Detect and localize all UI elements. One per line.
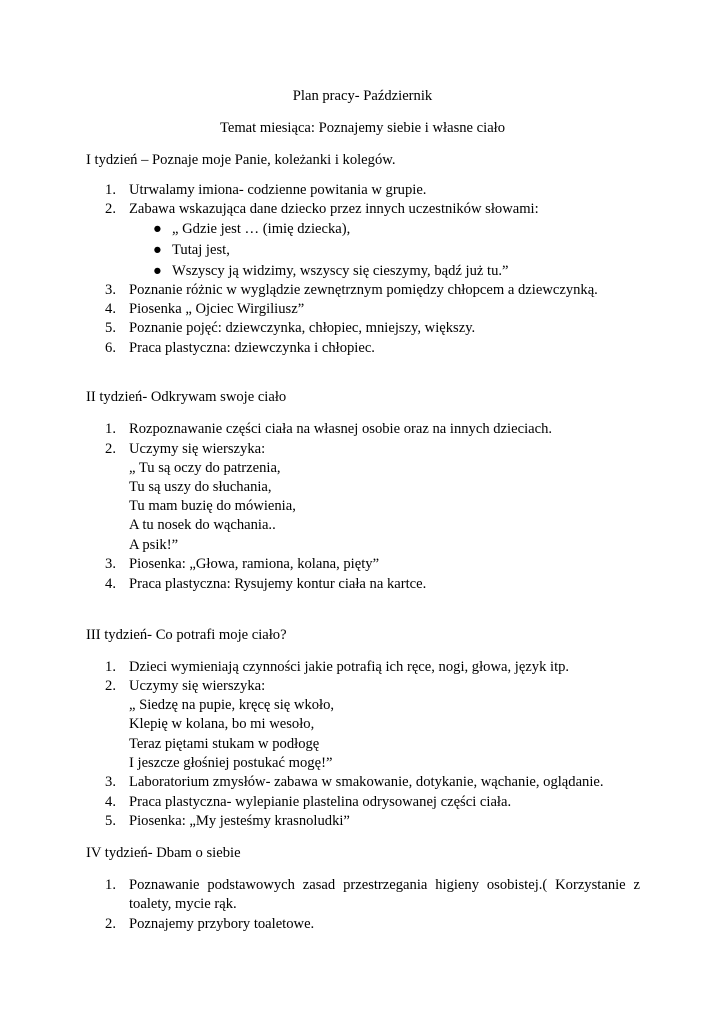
poem-line: A psik!”	[129, 537, 179, 553]
month-theme: Temat miesiąca: Poznajemy siebie i własne ciało	[219, 120, 506, 136]
bullet-icon: ●	[153, 221, 162, 237]
poem-line: Tu mam buzię do mówienia,	[129, 498, 296, 514]
list-item: Poznawanie podstawowych zasad przestrzegania higieny osobistej.( Korzystanie z	[129, 877, 640, 893]
list-item: Zabawa wskazująca dane dziecko przez innych uczestników słowami:	[129, 201, 539, 217]
poem-line: Klepię w kolana, bo mi wesoło,	[129, 716, 315, 732]
list-item: Praca plastyczna: Rysujemy kontur ciała na kartce.	[129, 576, 427, 592]
week-1-heading: I tydzień – Poznaje moje Panie, koleżanki i kolegów.	[86, 152, 396, 168]
list-item: Uczymy się wierszyka:	[129, 678, 266, 694]
list-item: Piosenka: „My jesteśmy krasnoludki”	[129, 813, 350, 829]
bullet-item: Tutaj jest,	[172, 242, 230, 258]
list-item: Uczymy się wierszyka:	[129, 441, 266, 457]
list-number: 4.	[105, 794, 116, 810]
list-item: Dzieci wymieniają czynności jakie potrafią ich ręce, nogi, głowa, język itp.	[129, 659, 570, 675]
list-number: 5.	[105, 320, 116, 336]
bullet-item: Wszyscy ją widzimy, wszyscy się cieszymy, bądź już tu.”	[172, 263, 509, 279]
list-item: Laboratorium zmysłów- zabawa w smakowanie, dotykanie, wąchanie, oglądanie.	[129, 774, 604, 790]
bullet-item: „ Gdzie jest … (imię dziecka),	[172, 221, 351, 237]
list-item: Poznanie różnic w wyglądzie zewnętrznym pomiędzy chłopcem a dziewczynką.	[129, 282, 598, 298]
list-number: 3.	[105, 556, 116, 572]
poem-line: Teraz piętami stukam w podłogę	[129, 736, 320, 752]
list-number: 2.	[105, 916, 116, 932]
poem-line: „ Tu są oczy do patrzenia,	[129, 460, 281, 476]
bullet-icon: ●	[153, 242, 162, 258]
list-item: Poznanie pojęć: dziewczynka, chłopiec, mniejszy, większy.	[129, 320, 476, 336]
list-number: 4.	[105, 576, 116, 592]
bullet-icon: ●	[153, 263, 162, 279]
page-title: Plan pracy- Październik	[292, 88, 433, 104]
week-4-heading: IV tydzień- Dbam o siebie	[86, 845, 241, 861]
list-number: 1.	[105, 659, 116, 675]
list-number: 2.	[105, 201, 116, 217]
poem-line: „ Siedzę na pupie, kręcę się wkoło,	[129, 697, 335, 713]
poem-line: I jeszcze głośniej postukać mogę!”	[129, 755, 333, 771]
list-number: 1.	[105, 877, 116, 893]
list-number: 3.	[105, 774, 116, 790]
list-item: Praca plastyczna- wylepianie plastelina odrysowanej części ciała.	[129, 794, 512, 810]
list-item: Piosenka: „Głowa, ramiona, kolana, pięty”	[129, 556, 380, 572]
poem-line: Tu są uszy do słuchania,	[129, 479, 272, 495]
list-number: 6.	[105, 340, 116, 356]
list-number: 1.	[105, 421, 116, 437]
list-item: Utrwalamy imiona- codzienne powitania w grupie.	[129, 182, 427, 198]
list-item: Praca plastyczna: dziewczynka i chłopiec.	[129, 340, 375, 356]
list-number: 3.	[105, 282, 116, 298]
week-3-heading: III tydzień- Co potrafi moje ciało?	[86, 627, 287, 643]
list-number: 2.	[105, 441, 116, 457]
poem-line: A tu nosek do wąchania..	[129, 517, 276, 533]
week-2-heading: II tydzień- Odkrywam swoje ciało	[86, 389, 287, 405]
list-number: 1.	[105, 182, 116, 198]
list-item-continuation: toalety, mycie rąk.	[129, 896, 237, 912]
list-number: 4.	[105, 301, 116, 317]
list-number: 2.	[105, 678, 116, 694]
list-item: Rozpoznawanie części ciała na własnej osobie oraz na innych dzieciach.	[129, 421, 553, 437]
list-number: 5.	[105, 813, 116, 829]
list-item: Poznajemy przybory toaletowe.	[129, 916, 315, 932]
list-item: Piosenka „ Ojciec Wirgiliusz”	[129, 301, 305, 317]
